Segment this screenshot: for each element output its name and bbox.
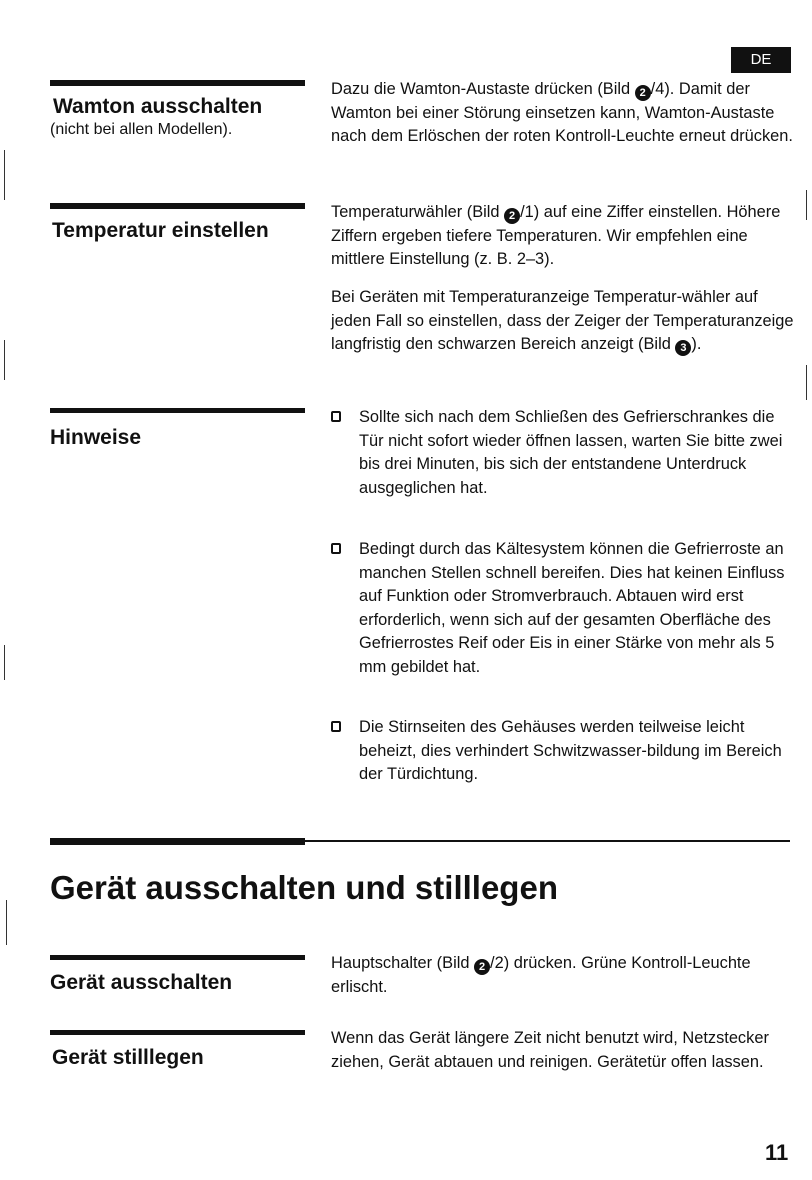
- section-heading-hinweise: Hinweise: [50, 426, 142, 449]
- list-item-text: Die Stirnseiten des Gehäuses werden teilweise leicht beheizt, dies verhindert Schwitzwasser-bildung im Bereich der Türdichtung.: [359, 718, 782, 783]
- scan-edge-mark: [806, 190, 807, 220]
- section-rule: [50, 955, 305, 960]
- section-rule: [50, 203, 305, 209]
- ausschalten-text-b: /2) drücken. Grüne Kontroll-Leuchte erlischt.: [331, 954, 751, 996]
- section-heading-stilllegen: Gerät stilllegen: [52, 1046, 204, 1069]
- wamton-text-b: /4). Damit der Wamton bei einer Störung einsetzen kann, Wamton-Austaste nach dem Erlöschen der roten Kontroll-Leuchte erneut drücken.: [331, 80, 793, 145]
- language-badge: DE: [731, 47, 791, 73]
- wamton-text-a: Dazu die Wamton-Austaste drücken (Bild: [331, 80, 635, 98]
- stilllegen-text: Wenn das Gerät längere Zeit nicht benutzt wird, Netzstecker ziehen, Gerät abtauen und reinigen. Gerätetür offen lassen.: [331, 1029, 769, 1071]
- list-item-text: Bedingt durch das Kältesystem können die Gefrierroste an manchen Stellen schnell bereifen. Dies hat keinen Einfluss auf Funktion oder Stromverbrauch. Abtauen wird erst erforderlich, wenn sich auf der gesamten Oberfläche des Gefrierrostes Reif oder Eis in einer Stärke von mehr als 5 mm gebildet hat.: [359, 540, 785, 676]
- figure-number-badge: 3: [675, 340, 691, 356]
- temperatur-p1-b: /1) auf eine Ziffer einstellen. Höhere Ziffern ergeben tiefere Temperaturen. Wir empfehlen eine mittlere Einstellung (z. B. 2–3).: [331, 203, 781, 268]
- temperatur-p2-a: Bei Geräten mit Temperaturanzeige Temperatur-wähler auf jeden Fall so einstellen, dass der Zeiger der Temperaturanzeige langfristig den schwarzen Bereich anzeigt (Bild: [331, 288, 794, 353]
- temperatur-p2-b: ).: [691, 335, 702, 353]
- temperatur-paragraph-1: [331, 201, 801, 272]
- temperatur-paragraph-2: [331, 286, 801, 357]
- list-item-text: Sollte sich nach dem Schließen des Gefrierschrankes die Tür nicht sofort wieder öffnen lassen, warten Sie bitte zwei bis drei Minuten, bis sich der entstandene Unterdruck ausgeglichen hat.: [359, 408, 783, 497]
- section-rule: [50, 80, 305, 86]
- checkbox-bullet-icon: [331, 721, 341, 732]
- chapter-title: Gerät ausschalten und stilllegen: [50, 869, 558, 906]
- scan-edge-mark: [806, 365, 807, 400]
- page-number: 11: [765, 1140, 789, 1165]
- chapter-rule-thin: [305, 840, 790, 842]
- scan-edge-mark: [4, 645, 5, 680]
- temperatur-p1-a: Temperaturwähler (Bild: [331, 203, 505, 221]
- figure-number-badge: 2: [474, 959, 490, 975]
- scan-edge-mark: [6, 900, 7, 945]
- checkbox-bullet-icon: [331, 411, 341, 422]
- section-heading-ausschalten: Gerät ausschalten: [50, 971, 233, 994]
- section-heading-wamton: Wamton ausschalten: [53, 95, 263, 118]
- section-rule: [50, 1030, 305, 1035]
- scan-edge-mark: [4, 340, 5, 380]
- stilllegen-paragraph: [331, 1027, 801, 1074]
- figure-number-badge: 2: [635, 85, 651, 101]
- section-heading-temperatur: Temperatur einstellen: [52, 219, 269, 242]
- checkbox-bullet-icon: [331, 543, 341, 554]
- figure-number-badge: 2: [504, 208, 520, 224]
- section-rule: [50, 408, 305, 413]
- scan-edge-mark: [4, 150, 5, 200]
- ausschalten-text-a: Hauptschalter (Bild: [331, 954, 475, 972]
- section-subheading-wamton: (nicht bei allen Modellen).: [50, 121, 233, 138]
- ausschalten-paragraph: [331, 952, 801, 999]
- chapter-rule-thick: [50, 838, 305, 845]
- wamton-paragraph: [331, 78, 801, 149]
